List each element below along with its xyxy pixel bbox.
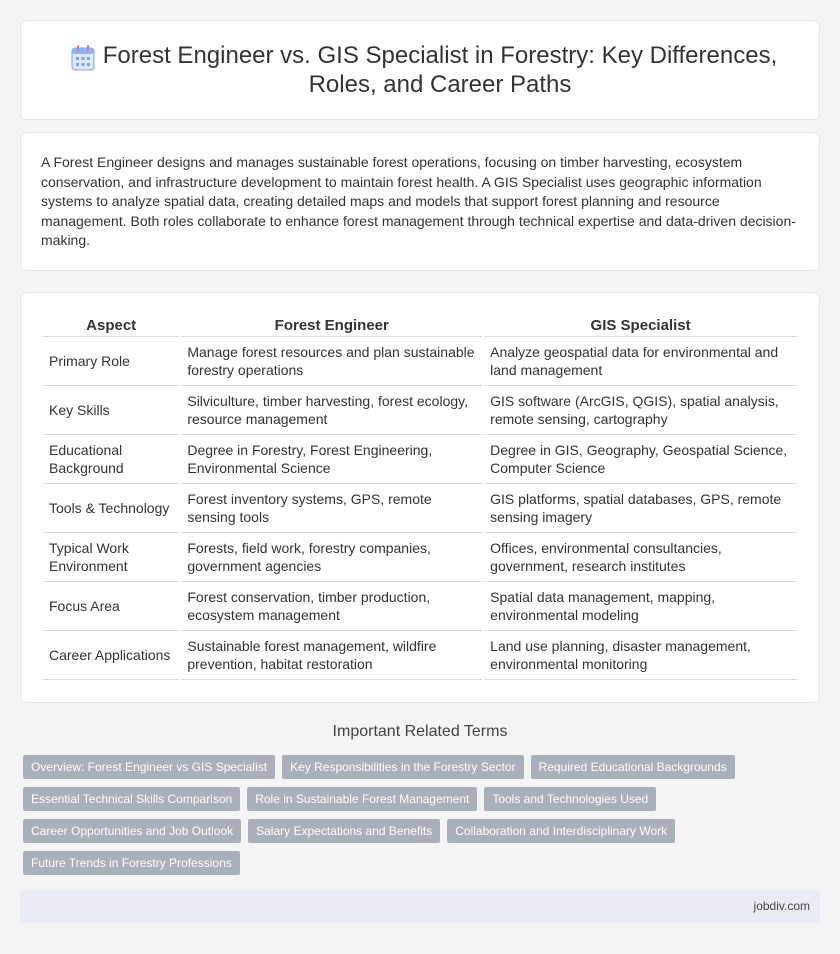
table-cell-gis-specialist: Offices, environmental consultancies, government, research institutes (484, 533, 797, 582)
related-terms-heading: Important Related Terms (332, 723, 508, 740)
related-term-tag[interactable]: Key Responsibilities in the Forestry Sector (282, 755, 523, 779)
table-row (43, 533, 797, 582)
table-cell-gis-specialist: Land use planning, disaster management, environmental monitoring (484, 631, 797, 680)
table-cell-gis-specialist: GIS software (ArcGIS, QGIS), spatial analysis, remote sensing, cartography (484, 386, 797, 435)
page-title: Forest Engineer vs. GIS Specialist in Forestry: Key Differences, Roles, and Career Paths (102, 42, 778, 98)
related-term-tag[interactable]: Salary Expectations and Benefits (248, 819, 440, 843)
table-row (43, 386, 797, 435)
table-cell-aspect: Tools & Technology (43, 484, 179, 533)
table-cell-aspect: Career Applications (43, 631, 179, 680)
table-row (43, 631, 797, 680)
table-cell-forest-engineer: Forest conservation, timber production, ecosystem management (181, 582, 482, 631)
table-row (43, 582, 797, 631)
table-cell-gis-specialist: GIS platforms, spatial databases, GPS, remote sensing imagery (484, 484, 797, 533)
table-cell-forest-engineer: Forest inventory systems, GPS, remote sensing tools (181, 484, 482, 533)
table-row (43, 484, 797, 533)
table-cell-aspect: Key Skills (43, 386, 179, 435)
table-row (43, 337, 797, 386)
related-term-tag[interactable]: Required Educational Backgrounds (531, 755, 735, 779)
table-cell-forest-engineer: Sustainable forest management, wildfire prevention, habitat restoration (181, 631, 482, 680)
related-term-tag[interactable]: Essential Technical Skills Comparison (23, 787, 240, 811)
related-term-tag[interactable]: Future Trends in Forestry Professions (23, 851, 240, 875)
intro-card (20, 132, 820, 271)
related-term-tag[interactable]: Role in Sustainable Forest Management (247, 787, 477, 811)
footer-site-link[interactable]: jobdiv.com (753, 899, 810, 913)
column-header-aspect: Aspect (43, 315, 179, 337)
column-header-gis-specialist: GIS Specialist (484, 315, 797, 337)
table-cell-gis-specialist: Degree in GIS, Geography, Geospatial Science, Computer Science (484, 435, 797, 484)
title-card (20, 20, 820, 120)
table-cell-forest-engineer: Degree in Forestry, Forest Engineering, Environmental Science (181, 435, 482, 484)
related-term-tag[interactable]: Collaboration and Interdisciplinary Work (447, 819, 675, 843)
table-cell-forest-engineer: Silviculture, timber harvesting, forest ecology, resource management (181, 386, 482, 435)
related-term-tag[interactable]: Tools and Technologies Used (484, 787, 656, 811)
table-header-row (43, 315, 797, 337)
column-header-forest-engineer: Forest Engineer (181, 315, 482, 337)
table-cell-aspect: Primary Role (43, 337, 179, 386)
table-cell-gis-specialist: Spatial data management, mapping, environmental modeling (484, 582, 797, 631)
table-cell-gis-specialist: Analyze geospatial data for environmental and land management (484, 337, 797, 386)
related-term-tag[interactable]: Overview: Forest Engineer vs GIS Specialist (23, 755, 275, 779)
comparison-table (41, 315, 799, 680)
comparison-table-card (20, 292, 820, 703)
table-row (43, 435, 797, 484)
related-terms-list (23, 755, 813, 875)
table-cell-aspect: Educational Background (43, 435, 179, 484)
footer (20, 890, 820, 923)
table-cell-forest-engineer: Forests, field work, forestry companies, government agencies (181, 533, 482, 582)
intro-paragraph: A Forest Engineer designs and manages sustainable forest operations, focusing on timber harvesting, ecosystem conservation, and infrastructure development to maintain forest health. A GIS Specialist uses geographic information systems to analyze spatial data, creating detailed maps and models that support forest planning and resource management. Both roles collaborate to enhance forest management through technical expertise and data-driven decision-making. (41, 154, 796, 249)
related-term-tag[interactable]: Career Opportunities and Job Outlook (23, 819, 241, 843)
table-cell-forest-engineer: Manage forest resources and plan sustainable forestry operations (181, 337, 482, 386)
table-cell-aspect: Focus Area (43, 582, 179, 631)
table-cell-aspect: Typical Work Environment (43, 533, 179, 582)
